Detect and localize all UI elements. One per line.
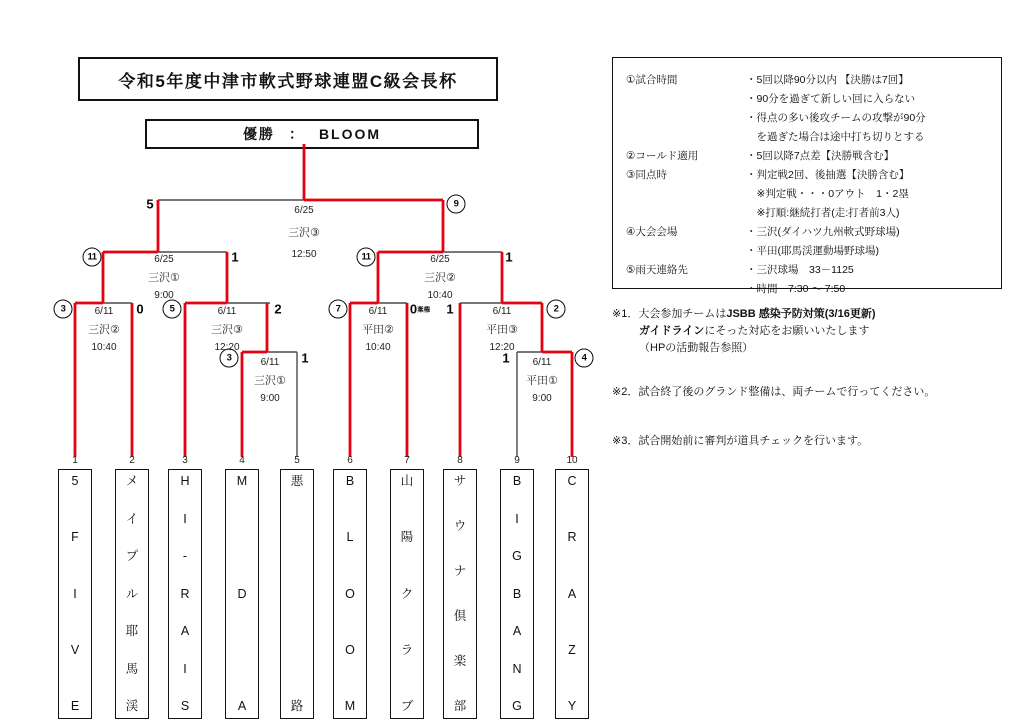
team-name-char: A <box>567 586 577 601</box>
match-venue: 三沢② <box>88 324 120 336</box>
score-r1b-left: 5 <box>163 300 182 319</box>
rule-row <box>626 185 1001 204</box>
note-1-bold: JSBB 感染予防対策(3/16更新) <box>726 308 876 320</box>
team-column-1 <box>58 455 92 719</box>
match-date: 6/11 <box>368 306 388 317</box>
match-time: 9:00 <box>260 393 280 404</box>
team-name-box <box>58 469 92 719</box>
team-name-char: O <box>345 642 355 657</box>
team-seed-number: 10 <box>566 455 578 466</box>
team-name-char: R <box>567 530 577 545</box>
team-name-char: B <box>512 474 522 488</box>
score-r1f-right: 4 <box>575 349 594 368</box>
match-label-r1b <box>189 303 265 357</box>
team-name-char: S <box>180 699 190 713</box>
match-date: 6/25 <box>430 254 450 265</box>
score-r1a-left: 3 <box>54 300 73 319</box>
rule-label: ④大会会場 <box>626 226 678 238</box>
title-text: 令和5年度中津市軟式野球連盟C級会長杯 <box>118 71 458 91</box>
rule-text: ・三沢(ダイハツ九州軟式野球場) <box>746 226 900 238</box>
note-1-pre: 大会参加チームは <box>638 308 727 320</box>
team-name-char: Y <box>567 699 577 713</box>
rule-row <box>626 280 1001 299</box>
team-name-char: サ <box>453 474 467 488</box>
score-semiright-right: 1 <box>505 249 513 265</box>
match-time: 12:20 <box>214 342 240 353</box>
team-name-box <box>390 469 424 719</box>
rules-panel <box>612 57 1002 295</box>
team-name-char: 山 <box>400 474 414 488</box>
champion-label: 優勝 <box>242 126 275 142</box>
team-name-char: I <box>73 586 77 601</box>
rule-text: ・5回以降90分以内 【決勝は7回】 <box>746 74 909 86</box>
rule-text: ・90分を過ぎて新しい回に入らない <box>746 93 916 105</box>
team-name-box <box>333 469 367 719</box>
team-column-4 <box>225 455 259 719</box>
note-1 <box>612 306 875 357</box>
rule-text: を過ぎた場合は途中打ち切りとする <box>746 131 925 143</box>
score-r1e-right: 2 <box>547 300 566 319</box>
rule-label: ③同点時 <box>626 169 667 181</box>
match-venue: 三沢② <box>424 272 456 284</box>
score-r1c-right: 1 <box>301 350 309 366</box>
team-column-8 <box>443 455 477 719</box>
match-venue: 平田③ <box>486 324 518 336</box>
match-date: 6/11 <box>260 357 280 368</box>
team-name-char: G <box>512 699 522 713</box>
team-name-char: 5 <box>71 474 79 488</box>
team-name-char: Z <box>568 642 576 657</box>
team-name-box <box>443 469 477 719</box>
match-venue: 三沢① <box>254 375 286 387</box>
team-name-box <box>225 469 259 719</box>
team-column-2 <box>115 455 149 719</box>
team-seed-number: 3 <box>182 455 188 466</box>
team-name-char: 部 <box>453 699 467 713</box>
team-name-box <box>280 469 314 719</box>
team-name-char: 陽 <box>400 530 414 545</box>
team-name-char: ラ <box>400 642 414 657</box>
match-time: 9:00 <box>154 290 174 301</box>
team-name-char: A <box>512 624 522 638</box>
team-name-char: - <box>182 549 188 563</box>
team-seed-number: 8 <box>457 455 463 466</box>
team-name-char: A <box>180 624 190 638</box>
team-name-char: I <box>183 661 187 676</box>
team-column-10 <box>555 455 589 719</box>
rule-text: ※打順:継続打者(走:打者前3人) <box>746 207 900 219</box>
team-name-char: B <box>512 586 522 601</box>
note-1-bold2: ガイドライン <box>639 325 705 337</box>
note-2: ※2．試合終了後のグランド整備は、両チームで行ってください。 <box>612 386 936 398</box>
rule-label: ①試合時間 <box>626 74 678 86</box>
match-label-r1f <box>504 354 580 408</box>
match-label-r1e <box>464 303 540 357</box>
score-final-left: 5 <box>146 196 154 212</box>
team-seed-number: 4 <box>239 455 245 466</box>
team-name-char: 渓 <box>125 699 139 713</box>
team-name-char: A <box>237 699 247 713</box>
team-name-box <box>555 469 589 719</box>
score-final-right: 9 <box>447 195 466 214</box>
team-name-char: H <box>180 474 190 488</box>
score-r1e-left: 1 <box>446 301 454 317</box>
match-label-r1a <box>66 303 142 357</box>
team-name-char: M <box>344 699 356 713</box>
score-r1f-left: 1 <box>502 350 510 366</box>
match-time: 12:50 <box>291 249 317 260</box>
match-time: 10:40 <box>427 290 453 301</box>
forfeit-note: 棄権 <box>417 306 431 314</box>
team-name-char: 耶 <box>125 624 139 638</box>
rule-text: ・三沢球場 33－1125 <box>746 264 854 276</box>
rule-row <box>626 223 1001 242</box>
team-name-char: 路 <box>290 699 304 713</box>
match-date: 6/11 <box>492 306 512 317</box>
match-label-r1c <box>232 354 308 408</box>
team-name-char: ナ <box>453 564 467 578</box>
team-name-char: B <box>345 474 355 488</box>
note-1-paren: （HPの活動報告参照） <box>639 342 754 354</box>
team-name-box <box>168 469 202 719</box>
rule-text: ・判定戦2回、後抽選【決勝含む】 <box>746 169 910 181</box>
team-name-char: プ <box>125 549 139 563</box>
team-seed-number: 7 <box>404 455 410 466</box>
team-name-char: C <box>567 474 577 488</box>
score-semiright-left: 11 <box>357 248 376 267</box>
match-venue: 三沢③ <box>211 324 243 336</box>
team-seed-number: 2 <box>129 455 135 466</box>
rule-row <box>626 166 1001 185</box>
note-3: ※3．試合開始前に審判が道具チェックを行います。 <box>612 435 869 447</box>
team-column-7 <box>390 455 424 719</box>
team-name-char: R <box>180 586 190 601</box>
match-time: 9:00 <box>532 393 552 404</box>
team-seed-number: 1 <box>72 455 78 466</box>
rule-text: ・平田(耶馬渓運動場野球場) <box>746 245 879 257</box>
rule-row <box>626 90 1001 109</box>
team-name-box <box>500 469 534 719</box>
score-r1c-left: 3 <box>220 349 239 368</box>
score-r1b-right: 2 <box>274 301 282 317</box>
team-name-char: F <box>71 530 79 545</box>
rule-row <box>626 128 1001 147</box>
rule-label <box>626 185 746 204</box>
team-name-char: ブ <box>400 699 414 713</box>
team-seed-number: 5 <box>294 455 300 466</box>
match-date: 6/25 <box>294 205 314 216</box>
team-name-char: D <box>237 586 247 601</box>
team-name-char: N <box>512 661 522 676</box>
match-date: 6/11 <box>94 306 114 317</box>
rule-label <box>626 242 746 261</box>
note-1-rest: にそった対応をお願いいたします <box>704 325 870 337</box>
team-column-3 <box>168 455 202 719</box>
team-name-char: 楽 <box>453 654 467 668</box>
team-name-char: I <box>183 511 187 526</box>
match-date: 6/25 <box>154 254 174 265</box>
score-r1a-right: 0 <box>136 301 144 317</box>
team-name-char: ウ <box>453 519 467 533</box>
match-label-semi-right <box>402 251 478 305</box>
team-name-char: L <box>346 530 354 545</box>
rule-label <box>626 204 746 223</box>
rule-row <box>626 242 1001 261</box>
rule-label: ②コールド適用 <box>626 150 699 162</box>
team-name-char: 倶 <box>453 609 467 623</box>
match-venue: 平田② <box>362 324 394 336</box>
match-venue: 三沢③ <box>288 227 320 239</box>
rule-label: ⑤雨天連絡先 <box>626 264 688 276</box>
team-seed-number: 6 <box>347 455 353 466</box>
team-column-6 <box>333 455 367 719</box>
score-r1d-right-value: 0 <box>409 301 418 317</box>
rule-text: ※判定戦・・・0アウト 1・2塁 <box>746 188 909 200</box>
rule-label <box>626 109 746 128</box>
team-name-char: M <box>236 474 248 488</box>
team-name-char: G <box>512 549 522 563</box>
team-name-char: I <box>515 511 519 526</box>
team-column-9 <box>500 455 534 719</box>
team-name-char: 馬 <box>125 661 139 676</box>
note-1-label: ※1． <box>612 308 639 320</box>
team-name-char: ク <box>400 586 414 601</box>
champion-name: BLOOM <box>318 126 382 142</box>
rule-label <box>626 90 746 109</box>
match-date: 6/11 <box>532 357 552 368</box>
team-seed-number: 9 <box>514 455 520 466</box>
rule-label <box>626 280 746 299</box>
team-name-char: V <box>70 642 80 657</box>
match-venue: 平田① <box>526 375 558 387</box>
team-name-char: 悪 <box>290 474 304 488</box>
rule-row <box>626 147 1001 166</box>
rule-text: ・得点の多い後攻チームの攻撃が90分 <box>746 112 926 124</box>
score-semileft-left: 11 <box>83 248 102 267</box>
score-r1d-left: 7 <box>329 300 348 319</box>
match-time: 10:40 <box>365 342 391 353</box>
match-time: 10:40 <box>91 342 117 353</box>
rule-row <box>626 109 1001 128</box>
team-name-char: ル <box>125 586 139 601</box>
team-name-char: E <box>70 699 80 713</box>
match-label-final <box>266 200 342 266</box>
match-venue: 三沢① <box>148 272 180 284</box>
champion-separator: ： <box>288 126 305 142</box>
team-column-5 <box>280 455 314 719</box>
rule-label <box>626 128 746 147</box>
rule-text: ・5回以降7点差【決勝戦含む】 <box>746 150 895 162</box>
team-name-char: O <box>345 586 355 601</box>
match-time: 12:20 <box>489 342 515 353</box>
rule-row <box>626 261 1001 280</box>
score-semileft-right: 1 <box>231 249 239 265</box>
team-name-char: メ <box>125 474 139 488</box>
match-label-semi-left <box>126 251 202 305</box>
rule-text: ・時間 7:30 ～ 7:50 <box>746 283 846 295</box>
rule-row <box>626 71 1001 90</box>
match-date: 6/11 <box>217 306 237 317</box>
rule-row <box>626 204 1001 223</box>
team-name-box <box>115 469 149 719</box>
team-name-char: イ <box>125 511 139 526</box>
match-label-r1d <box>340 303 416 357</box>
